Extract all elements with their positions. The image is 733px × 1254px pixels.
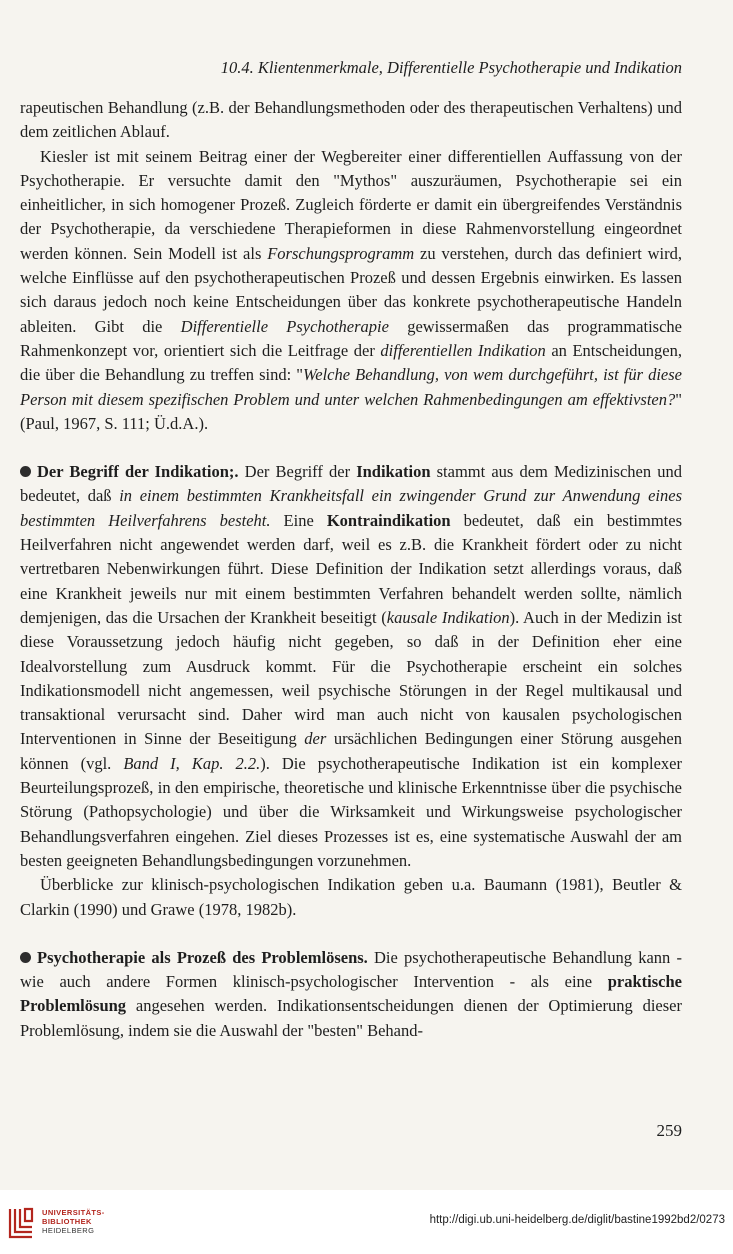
- bullet-icon: [20, 466, 31, 477]
- text-run: angesehen werden. Indikationsentscheidungen dienen der Optimierung dieser Problemlösung, indem sie die Auswahl der "besten" Behand-: [20, 996, 682, 1040]
- italic-term: in einem bestimmten Krankheitsfall ein zwingender Grund zur Anwendung eines bestimmten Heilverfahrens besteht.: [20, 486, 682, 530]
- text-run: an Entscheidungen, die über die Behandlung zu treffen sind: ": [20, 340, 682, 385]
- bullet-icon: [20, 952, 31, 963]
- italic-term: differentiellen Indikation: [380, 340, 546, 360]
- italic-term: Forschungsprogramm: [267, 243, 415, 263]
- text-run: Eine: [270, 510, 327, 530]
- library-line-1: UNIVERSITÄTS-: [42, 1208, 105, 1217]
- bold-term: praktische Problemlösung: [20, 972, 682, 1016]
- bold-term: Kontraindikation: [326, 510, 451, 530]
- paragraph-2: [20, 145, 682, 437]
- text-run: stammt aus dem Medizinischen und bedeutet, daß: [20, 462, 682, 506]
- italic-quote: Welche Behandlung, von wem durchgeführt, ist für diese Person mit diesem spezifischen Problem und unter welchen Rahmenbedingungen am effektivsten?: [20, 365, 682, 409]
- text-run: ). Die psychotherapeutische Indikation ist ein komplexer Beurteilungsprozeß, in den empirische, theoretische und klinische Erkenntnisse über die psychische Störung (Pathopsychologie) und über die Wirksamkeit und Wirkungsweise psychologischer Behandlungsverfahren eingehen. Ziel dieses Prozesses ist es, eine systematische Auswahl der am besten geeigneten Behandlungsbedingungen vorzunehmen.: [20, 753, 682, 870]
- digitization-footer: [0, 1190, 733, 1254]
- italic-reference: Band I, Kap. 2.2.: [123, 753, 261, 773]
- running-head: 10.4. Klientenmerkmale, Differentielle Psychotherapie und Indikation: [220, 58, 682, 77]
- library-line-3: HEIDELBERG: [42, 1226, 95, 1235]
- body-text: [20, 96, 682, 1043]
- section-heading: Der Begriff der Indikation;.: [37, 462, 239, 482]
- text-run: ). Auch in der Medizin ist diese Voraussetzung jedoch häufig nicht gegeben, so daß in der Definition eher eine Idealvorstellung zum Ausdruck kommt. Für die Psychotherapie erscheint ein solches Indikationsmodell nicht angemessen, weil psychische Störungen in der Regel multikausal und transaktional verursacht sind. Daher wird man auch nicht von kausalen psychologischen Interventionen in Sinne der Beseitigung: [20, 607, 682, 749]
- italic-term: der: [304, 729, 327, 749]
- italic-term: Differentielle Psychotherapie: [180, 316, 389, 336]
- paragraph-overview: Überblicke zur klinisch-psychologischen Indikation geben u.a. Baumann (1981), Beutler & Clarkin (1990) und Grawe (1978, 1982b).: [20, 875, 682, 919]
- text-run: Die psychotherapeutische Behandlung kann - wie auch andere Formen klinisch-psychologischer Intervention - als eine: [20, 947, 682, 992]
- library-line-2: BIBLIOTHEK: [42, 1217, 92, 1226]
- bold-term: Indikation: [356, 462, 431, 482]
- text-run: ursächlichen Bedingungen einer Störung ausgehen können (vgl.: [20, 729, 682, 773]
- source-url-link[interactable]: http://digi.ub.uni-heidelberg.de/diglit/bastine1992bd2/0273: [429, 1214, 725, 1226]
- text-run: zu verstehen, durch das definiert wird, welche Einflüsse auf den psychotherapeutischen Prozeß und dessen Ergebnis einwirken. Es lassen sich daraus jedoch noch keine Entscheidungen über das konkrete psychotherapeutische Handeln ableiten. Gibt die: [20, 243, 682, 336]
- paragraph-indikation: [20, 460, 682, 873]
- library-name: [42, 1208, 105, 1235]
- paragraph-problemloesen: [20, 946, 682, 1043]
- text-run: Kiesler ist mit seinem Beitrag einer der Wegbereiter einer differentiellen Auffassung von der Psychotherapie. Er versuchte damit den "Mythos" auszuräumen, Psychotherapie sei ein einheitlicher, in sich homogener Prozeß. Zugleich förderte er damit ein übergreifendes Verständnis der Psychotherapie, da verschiedene Therapieformen in diese Rahmenvorstellung eingeordnet werden können. Sein Modell ist als: [20, 146, 682, 263]
- italic-term: kausale Indikation: [386, 607, 510, 627]
- text-run: bedeutet, daß ein bestimmtes Heilverfahren nicht angewendet werden darf, weil es z.B. die Krankheit fördert oder zu nicht vertretbaren Nebenwirkungen führt. Diese Definition der Indikation setzt allerdings voraus, daß eine Krankheit jeweils nur mit einem bestimmten Verfahren behandelt werden sollte, nämlich demjenigen, das die Ursachen der Krankheit beseitigt (: [20, 510, 682, 627]
- paragraph-1: rapeutischen Behandlung (z.B. der Behandlungsmethoden oder des therapeutischen Verhaltens) und dem zeitlichen Ablauf.: [20, 98, 682, 142]
- text-run: " (Paul, 1967, S. 111; Ü.d.A.).: [20, 389, 682, 433]
- page-number: 259: [656, 1121, 682, 1140]
- text-run: Der Begriff der: [238, 462, 357, 482]
- section-heading: Psychotherapie als Prozeß des Problemlösens.: [37, 947, 368, 967]
- ub-heidelberg-logo-icon[interactable]: [6, 1206, 36, 1240]
- text-run: gewissermaßen das programmatische Rahmenkonzept vor, orientiert sich die Leitfrage der: [20, 316, 682, 360]
